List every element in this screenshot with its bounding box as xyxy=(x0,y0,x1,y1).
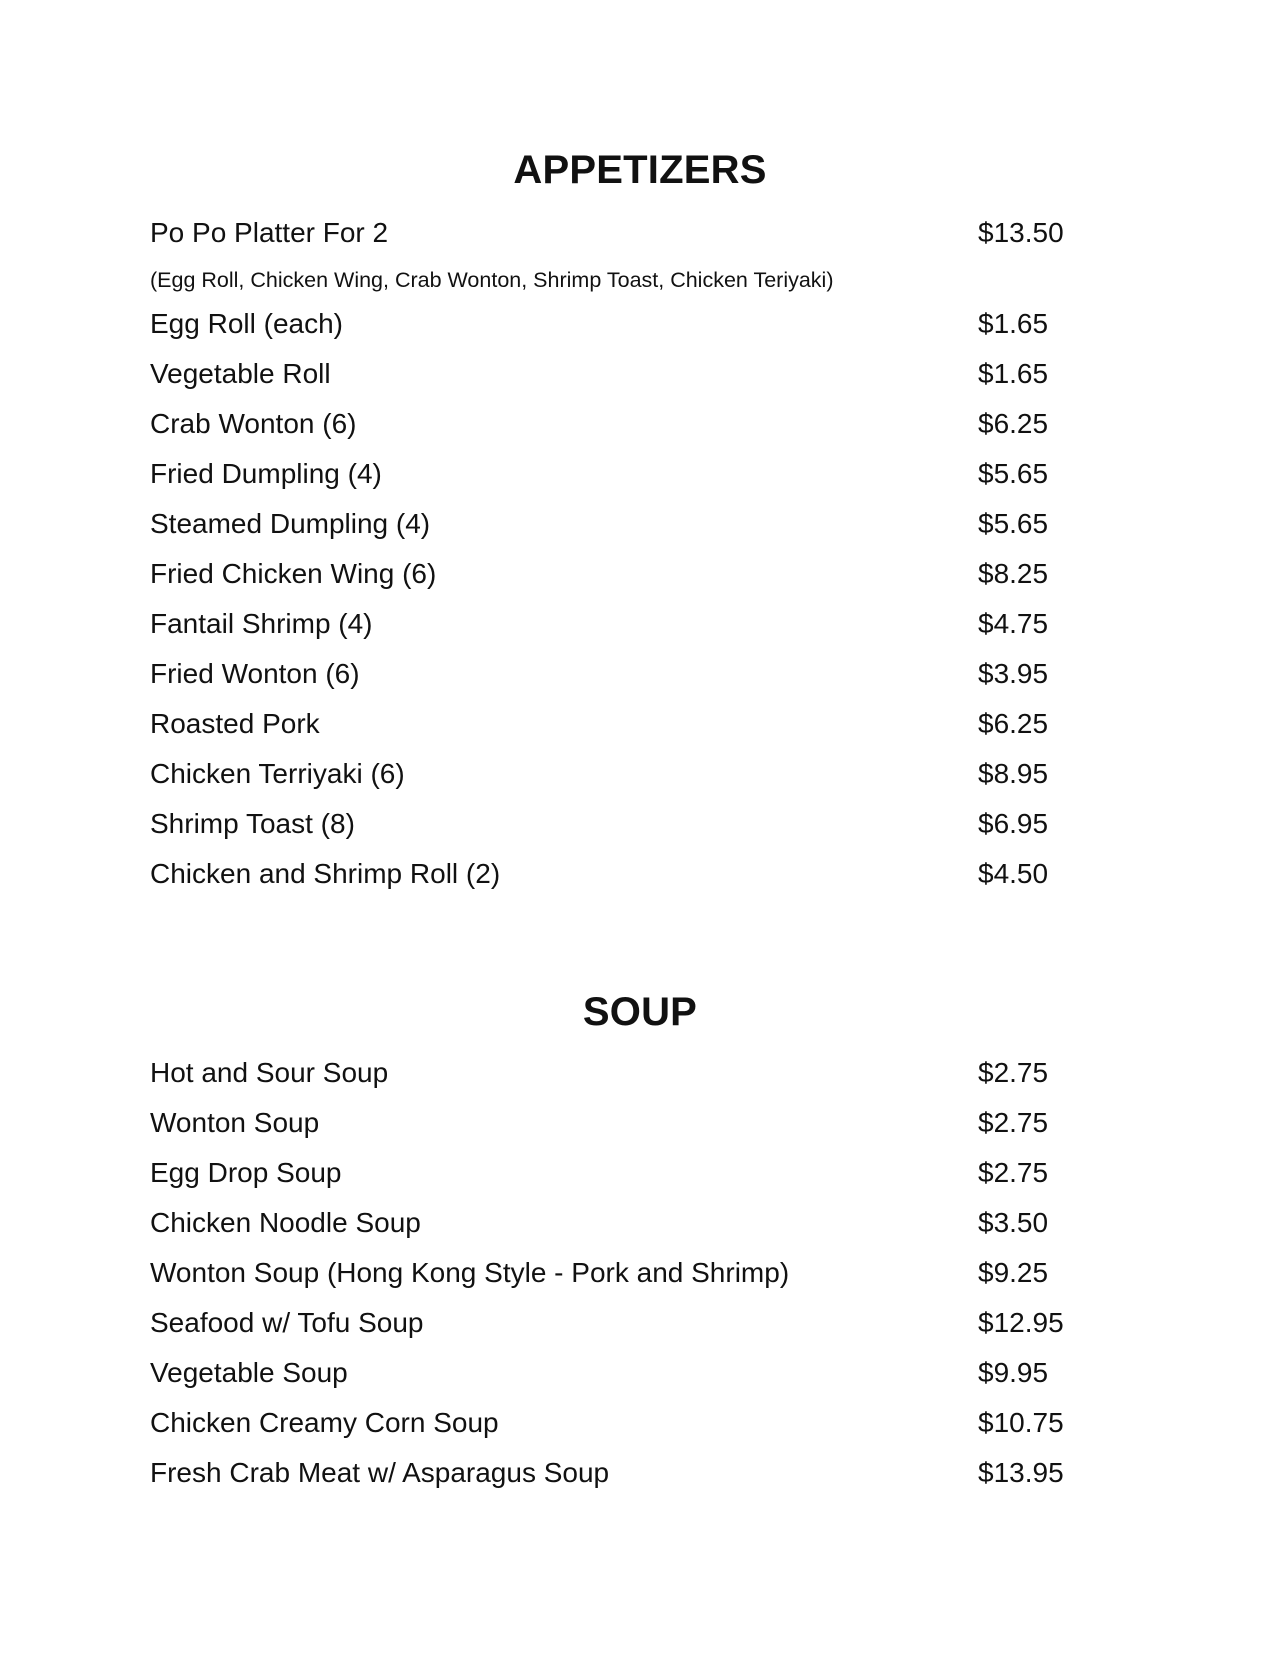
item-name: Wonton Soup (Hong Kong Style - Pork and Shrimp) xyxy=(150,1257,790,1288)
menu-item xyxy=(150,1297,1150,1337)
item-name: Shrimp Toast (8) xyxy=(150,808,355,839)
menu-item xyxy=(150,1447,1150,1487)
menu-item xyxy=(150,1097,1150,1137)
menu-item xyxy=(150,398,1150,438)
menu-item xyxy=(150,1147,1150,1187)
section-title-appetizers: APPETIZERS xyxy=(513,148,767,192)
item-price: $6.25 xyxy=(978,708,1049,739)
item-name: Roasted Pork xyxy=(150,708,320,739)
item-price: $3.95 xyxy=(978,658,1049,689)
menu-item xyxy=(150,1197,1150,1237)
item-name: Steamed Dumpling (4) xyxy=(150,508,431,539)
menu-item xyxy=(150,1347,1150,1387)
item-price: $5.65 xyxy=(978,458,1049,489)
item-name: Crab Wonton (6) xyxy=(150,408,357,439)
item-name: Chicken and Shrimp Roll (2) xyxy=(150,858,501,889)
menu-item xyxy=(150,798,1150,838)
item-name: Fried Chicken Wing (6) xyxy=(150,558,437,589)
menu-item xyxy=(150,748,1150,788)
item-name: Fresh Crab Meat w/ Asparagus Soup xyxy=(150,1457,610,1488)
item-price: $13.50 xyxy=(978,217,1064,248)
menu-item xyxy=(150,448,1150,488)
item-name: Hot and Sour Soup xyxy=(150,1057,389,1088)
item-name: Po Po Platter For 2 xyxy=(150,217,389,248)
item-price: $9.25 xyxy=(978,1257,1049,1288)
item-price: $2.75 xyxy=(978,1057,1049,1088)
menu-item xyxy=(150,1247,1150,1287)
menu-item xyxy=(150,1047,1150,1087)
item-price: $4.75 xyxy=(978,608,1049,639)
item-price: $8.95 xyxy=(978,758,1049,789)
menu-item xyxy=(150,298,1150,338)
section-title-soup: SOUP xyxy=(582,990,698,1034)
item-name: Chicken Noodle Soup xyxy=(150,1207,421,1238)
item-price: $6.95 xyxy=(978,808,1049,839)
item-name: Vegetable Soup xyxy=(150,1357,348,1388)
item-name: Wonton Soup xyxy=(150,1107,320,1138)
item-name: Chicken Terriyaki (6) xyxy=(150,758,405,789)
item-name: Seafood w/ Tofu Soup xyxy=(150,1307,424,1338)
item-price: $2.75 xyxy=(978,1157,1049,1188)
item-name: Egg Drop Soup xyxy=(150,1157,342,1188)
menu-item xyxy=(150,1397,1150,1437)
item-price: $10.75 xyxy=(978,1407,1064,1438)
item-price: $1.65 xyxy=(978,358,1049,389)
item-price: $12.95 xyxy=(978,1307,1064,1338)
item-price: $13.95 xyxy=(978,1457,1064,1488)
menu-item xyxy=(150,548,1150,588)
item-price: $5.65 xyxy=(978,508,1049,539)
item-price: $1.65 xyxy=(978,308,1049,339)
item-name: Egg Roll (each) xyxy=(150,308,343,339)
item-price: $4.50 xyxy=(978,858,1049,889)
item-name: Fried Dumpling (4) xyxy=(150,458,382,489)
item-name: Chicken Creamy Corn Soup xyxy=(150,1407,499,1438)
item-description: (Egg Roll, Chicken Wing, Crab Wonton, Shrimp Toast, Chicken Teriyaki) xyxy=(150,268,834,292)
item-name: Fried Wonton (6) xyxy=(150,658,360,689)
menu-item xyxy=(150,498,1150,538)
item-name: Fantail Shrimp (4) xyxy=(150,608,373,639)
menu-item xyxy=(150,598,1150,638)
menu-item xyxy=(150,698,1150,738)
item-price: $9.95 xyxy=(978,1357,1049,1388)
item-name: Vegetable Roll xyxy=(150,358,331,389)
item-price: $2.75 xyxy=(978,1107,1049,1138)
menu-item xyxy=(150,848,1150,888)
menu-item xyxy=(150,207,1150,247)
item-price: $6.25 xyxy=(978,408,1049,439)
menu-item xyxy=(150,348,1150,388)
menu-item xyxy=(150,648,1150,688)
item-price: $8.25 xyxy=(978,558,1049,589)
item-price: $3.50 xyxy=(978,1207,1049,1238)
